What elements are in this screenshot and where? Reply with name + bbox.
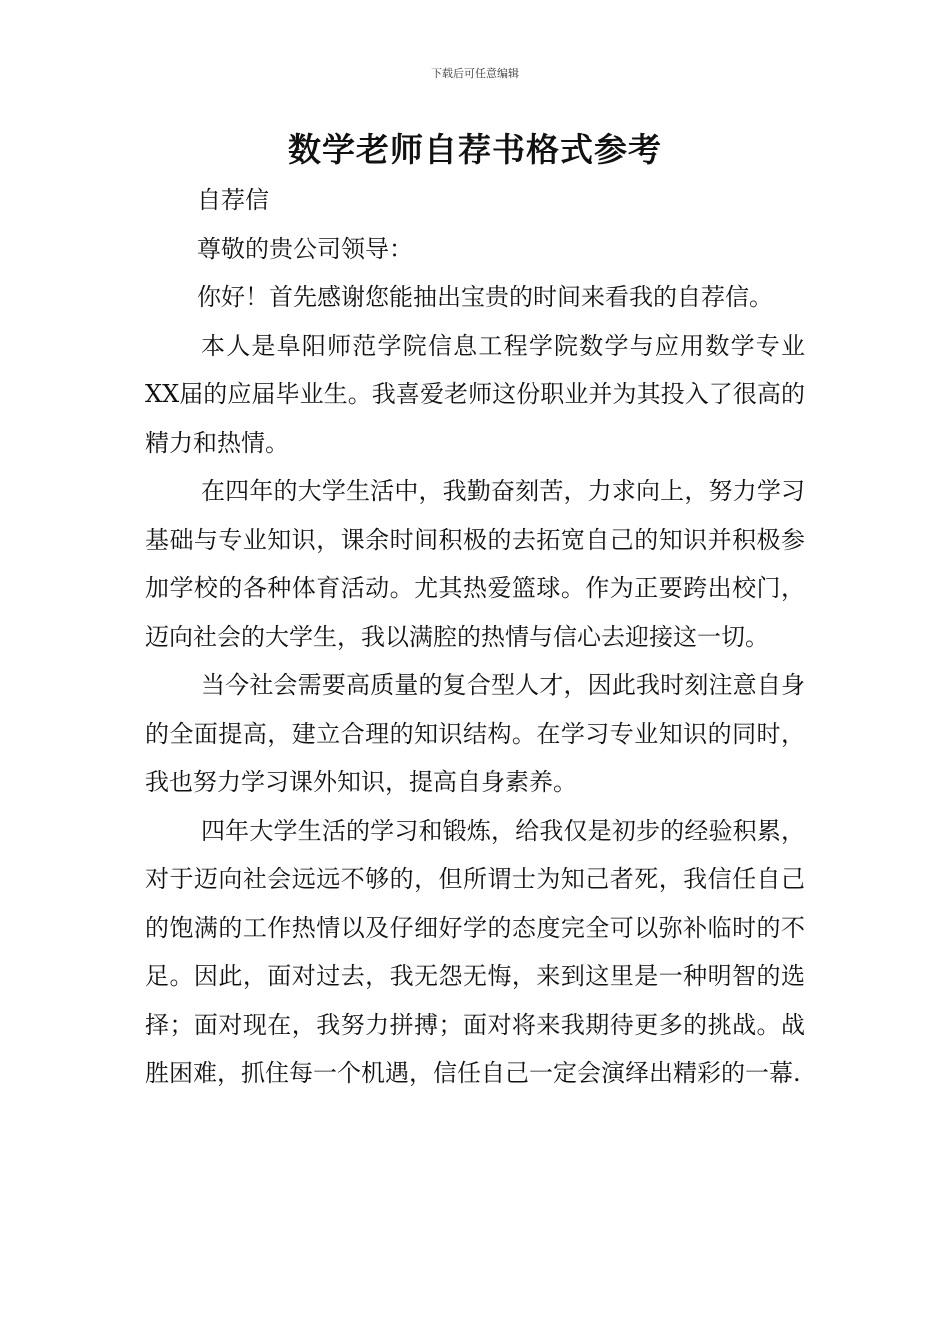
letter-greeting: 你好！首先感谢您能抽出宝贵的时间来看我的自荐信。 bbox=[197, 283, 773, 311]
letter-subtitle: 自荐信 bbox=[197, 186, 269, 214]
letter-salutation: 尊敬的贵公司领导： bbox=[197, 234, 413, 263]
document-body bbox=[145, 176, 805, 1098]
paragraph-introduction: 本人是阜阳师范学院信息工程学院数学与应用数学专业XX届的应届毕业生。我喜爱老师这份职业并为其投入了很高的精力和热情。 bbox=[145, 331, 805, 457]
page-header-note: 下载后可任意编辑 bbox=[431, 67, 519, 80]
paragraph-university-life: 在四年的大学生活中，我勤奋刻苦，力求向上，努力学习基础与专业知识，课余时间积极的去拓宽自己的知识并积极参加学校的各种体育活动。尤其热爱篮球。作为正要跨出校门，迈向社会的大学生，我以满腔的热情与信心去迎接这一切。 bbox=[145, 477, 805, 651]
document-title: 数学老师自荐书格式参考 bbox=[288, 130, 662, 169]
paragraph-self-improvement: 当今社会需要高质量的复合型人才，因此我时刻注意自身的全面提高，建立合理的知识结构。在学习专业知识的同时，我也努力学习课外知识，提高自身素养。 bbox=[145, 671, 805, 796]
paragraph-conclusion: 四年大学生活的学习和锻炼，给我仅是初步的经验积累，对于迈向社会远远不够的，但所谓士为知己者死，我信任自己的饱满的工作热情以及仔细好学的态度完全可以弥补临时的不足。因此，面对过去，我无怨无悔，来到这里是一种明智的选择；面对现在，我努力拼搏；面对将来我期待更多的挑战。战胜困难，抓住每一个机遇，信任自己一定会演绎出精彩的一幕. bbox=[145, 816, 805, 1087]
